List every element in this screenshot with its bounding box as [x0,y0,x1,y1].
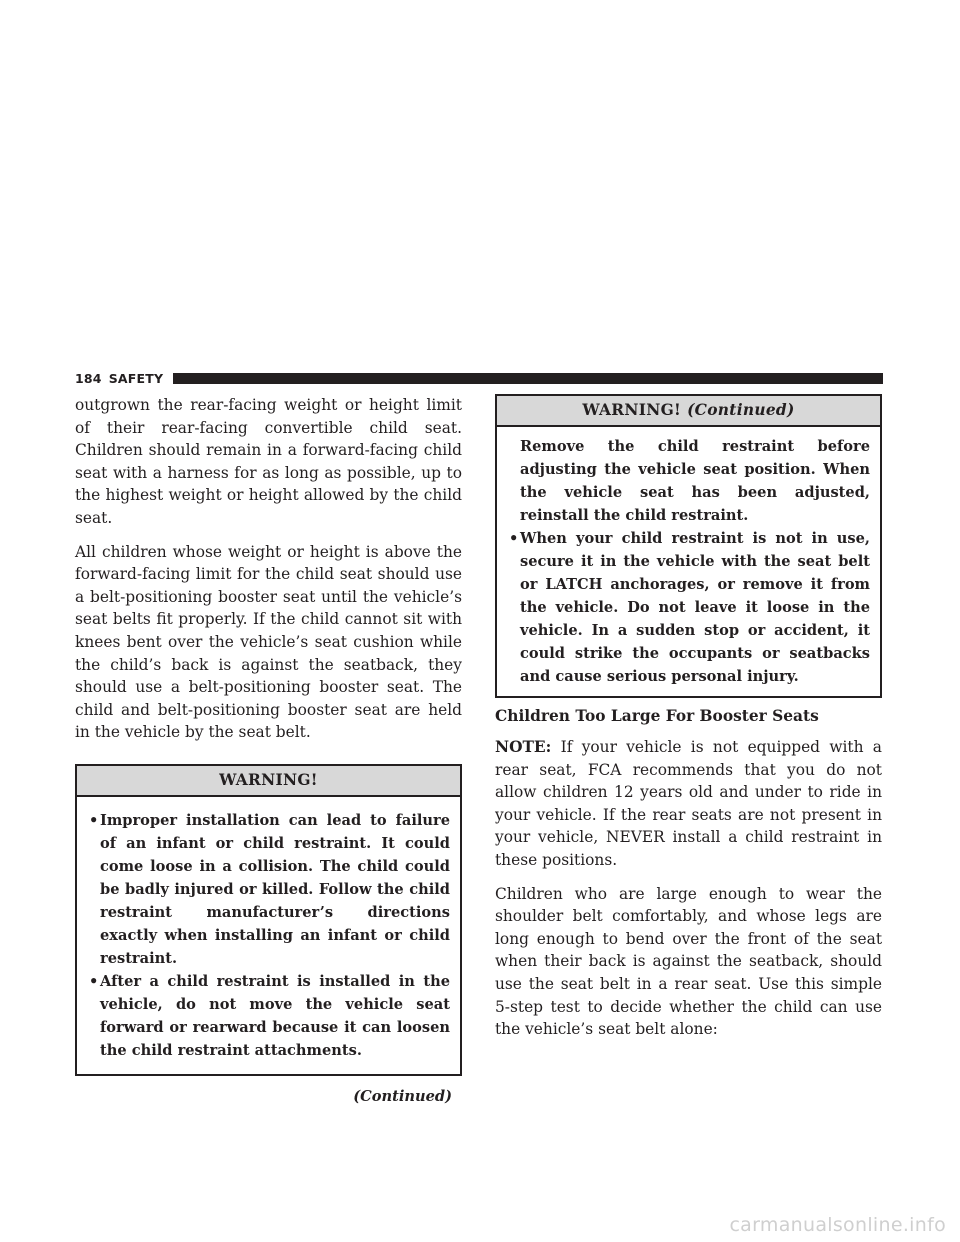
warning-title: WARNING! [77,766,460,797]
body-paragraph: outgrown the rear-facing weight or height limit of their rear-facing convertible child seat. Children should remain in a forward-facing child seat with a harness for as long as possible, up to the highest weight or height allowed by the child seat. [75,396,462,527]
note-label: NOTE: [495,738,552,756]
right-column [495,394,882,1052]
warning-title: WARNING! (Continued) [497,396,880,427]
watermark: carmanualsonline.info [729,1214,946,1236]
left-column [75,394,462,1109]
warning-box-continued [495,394,882,698]
bullet-icon: • [509,530,519,547]
warning-box [75,764,462,1076]
warning-bullet: • When your child restraint is not in use, secure it in the vehicle with the seat belt or LATCH anchorages, or remove it from the vehicle. Do not leave it loose in the vehicle. In a sudden stop or accident, it could strike the occupants or seatbacks and cause serious personal injury. [509,527,870,688]
section-heading: Children Too Large For Booster Seats [495,707,819,725]
note-paragraph: NOTE: If your vehicle is not equipped with a rear seat, FCA recommends that you do not allow children 12 years old and under to ride in your vehicle. If the rear seats are not present in your vehicle, NEVER install a child restraint in these positions. [495,738,882,869]
page-number: 184 [75,370,102,386]
warning-bullet: • After a child restraint is installed in the vehicle, do not move the vehicle seat forward or rearward because it can loosen the child restraint attachments. [89,970,450,1062]
bullet-icon: • [89,811,99,829]
body-paragraph: Children who are large enough to wear the shoulder belt comfortably, and whose legs are long enough to bend over the front of the seat when their back is against the seatback, should use the seat belt in a rear seat. Use this simple 5-step test to decide whether the child can use the vehicle’s seat belt alone: [495,884,882,1039]
page-header [75,371,883,385]
warning-paragraph: Remove the child restraint before adjusting the vehicle seat position. When the vehicle seat has been adjusted, reinstall the child restraint. [520,438,870,524]
continued-label: (Continued) [353,1087,452,1105]
warning-bullet: • Improper installation can lead to failure of an infant or child restraint. It could come loose in a collision. The child could be badly injured or killed. Follow the child restraint manufacturer’s directions exactly when installing an infant or child restraint. [89,809,450,970]
warning-body [497,427,880,696]
bullet-icon: • [89,972,99,990]
section-title: SAFETY [108,370,164,386]
header-rule [173,373,883,384]
body-paragraph: All children whose weight or height is above the forward-facing limit for the child seat should use a belt-positioning booster seat until the vehicle’s seat belts fit properly. If the child cannot sit with knees bent over the vehicle’s seat cushion while the child’s back is against the seatback, they should use a belt-positioning booster seat. The child and belt-positioning booster seat are held in the vehicle by the seat belt. [75,542,462,742]
warning-body [77,797,460,1074]
